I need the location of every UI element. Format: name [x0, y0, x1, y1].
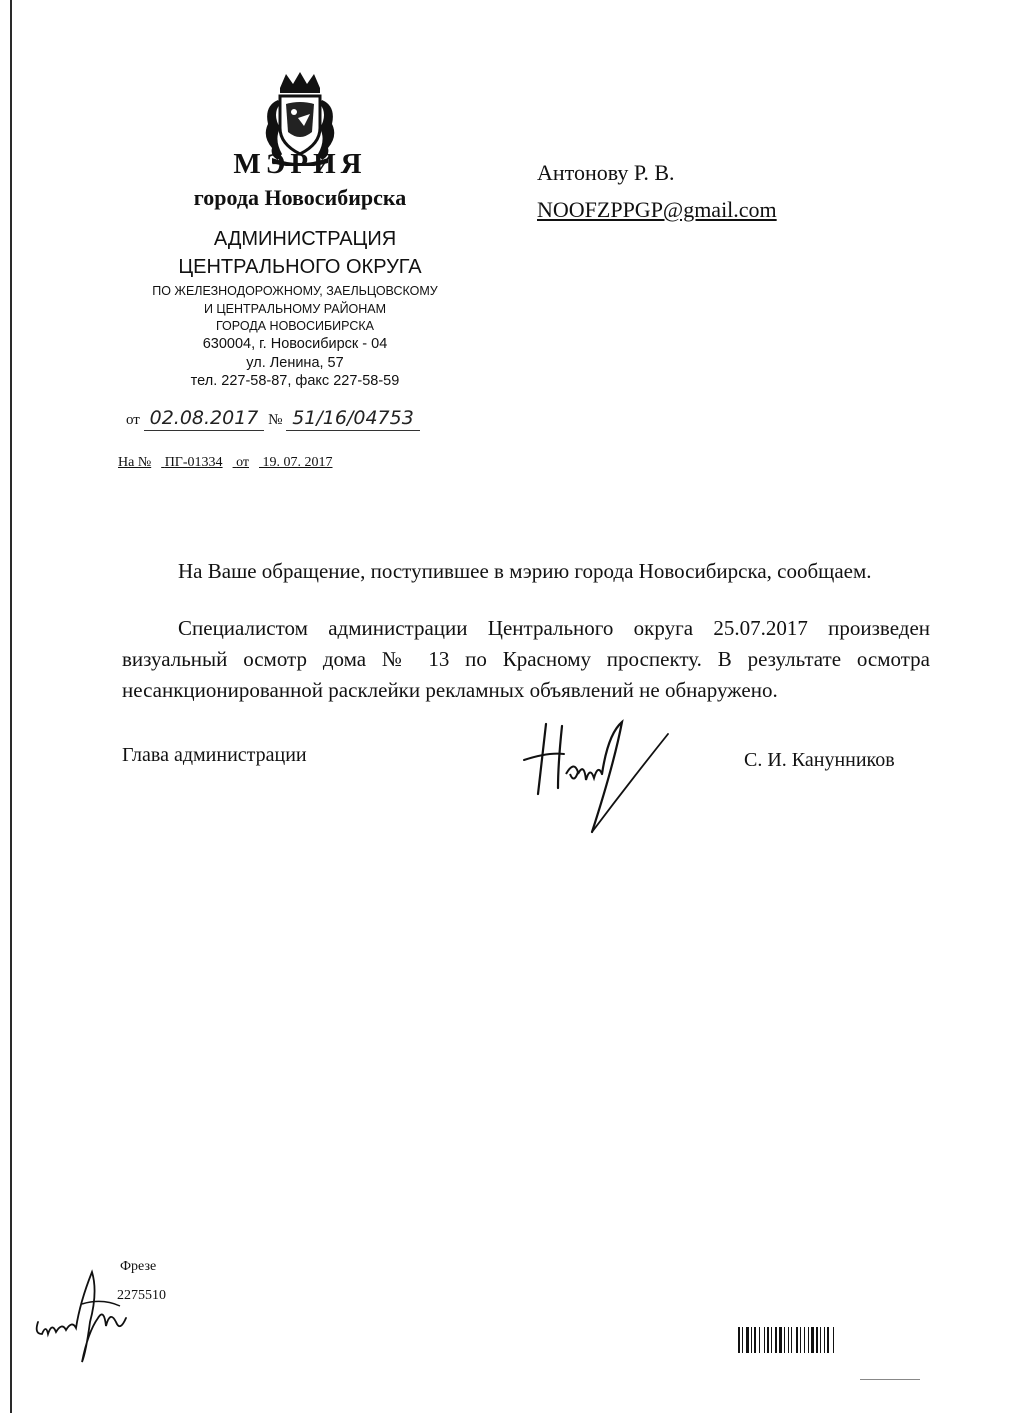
in-reply-from-label: от [236, 455, 249, 470]
district-line-2: И ЦЕНТРАЛЬНОМУ РАЙОНАМ [203, 302, 387, 316]
contacts-line: тел. 227-58-87, факс 227-58-59 [190, 373, 400, 389]
from-label: от [126, 412, 140, 428]
executor-name: Фрезе [120, 1259, 157, 1274]
address-line-1: 630004, г. Новосибирск - 04 [202, 336, 388, 352]
from-date: 02.08.2017 [144, 407, 265, 431]
address-line-2: ул. Ленина, 57 [246, 355, 344, 371]
body-paragraph-1 [122, 556, 930, 587]
incoming-reference [118, 455, 343, 471]
paragraph-1-text: На Ваше обращение, поступившее в мэрию города Новосибирска, сообщаем. [178, 559, 872, 583]
handwritten-signature [518, 704, 678, 836]
administration-line-2: ЦЕНТРАЛЬНОГО ОКРУГА [178, 256, 422, 278]
in-reply-number: ПГ-01334 [164, 455, 223, 470]
signatory-name: С. И. Канунников [744, 749, 895, 771]
signatory-position: Глава администрации [122, 744, 307, 766]
executor-phone: 2275510 [117, 1288, 166, 1303]
in-reply-date: 19. 07. 2017 [262, 455, 333, 470]
number-value: 51/16/04753 [286, 407, 420, 431]
handwritten-initials [32, 1262, 132, 1367]
district-line-1: ПО ЖЕЛЕЗНОДОРОЖНОМУ, ЗАЕЛЬЦОВСКОМУ [152, 284, 438, 298]
mayor-title: МЭРИЯ [233, 148, 367, 180]
barcode [738, 1327, 886, 1361]
district-line-3: ГОРОДА НОВОСИБИРСКА [215, 319, 374, 333]
paragraph-2-text: Специалистом администрации Центрального округа 25.07.2017 произведен визуальный осмотр дома № 13 по Красному проспекту. В результате осмотра несанкционированной расклейки рекламных объявлений не обнаружено. [122, 616, 930, 702]
mayor-city: города Новосибирска [193, 185, 407, 210]
addressee-name: Антонову Р. В. [537, 160, 675, 185]
number-label: № [268, 412, 283, 428]
administration-line-1: АДМИНИСТРАЦИЯ [213, 228, 397, 250]
addressee-email: NOOFZPPGP@gmail.com [537, 197, 777, 222]
in-reply-label: На № [118, 455, 152, 470]
scan-artifact-line [860, 1379, 920, 1380]
outgoing-reference [126, 407, 420, 431]
body-paragraph-2 [122, 613, 930, 706]
scan-edge-line [10, 0, 12, 1413]
